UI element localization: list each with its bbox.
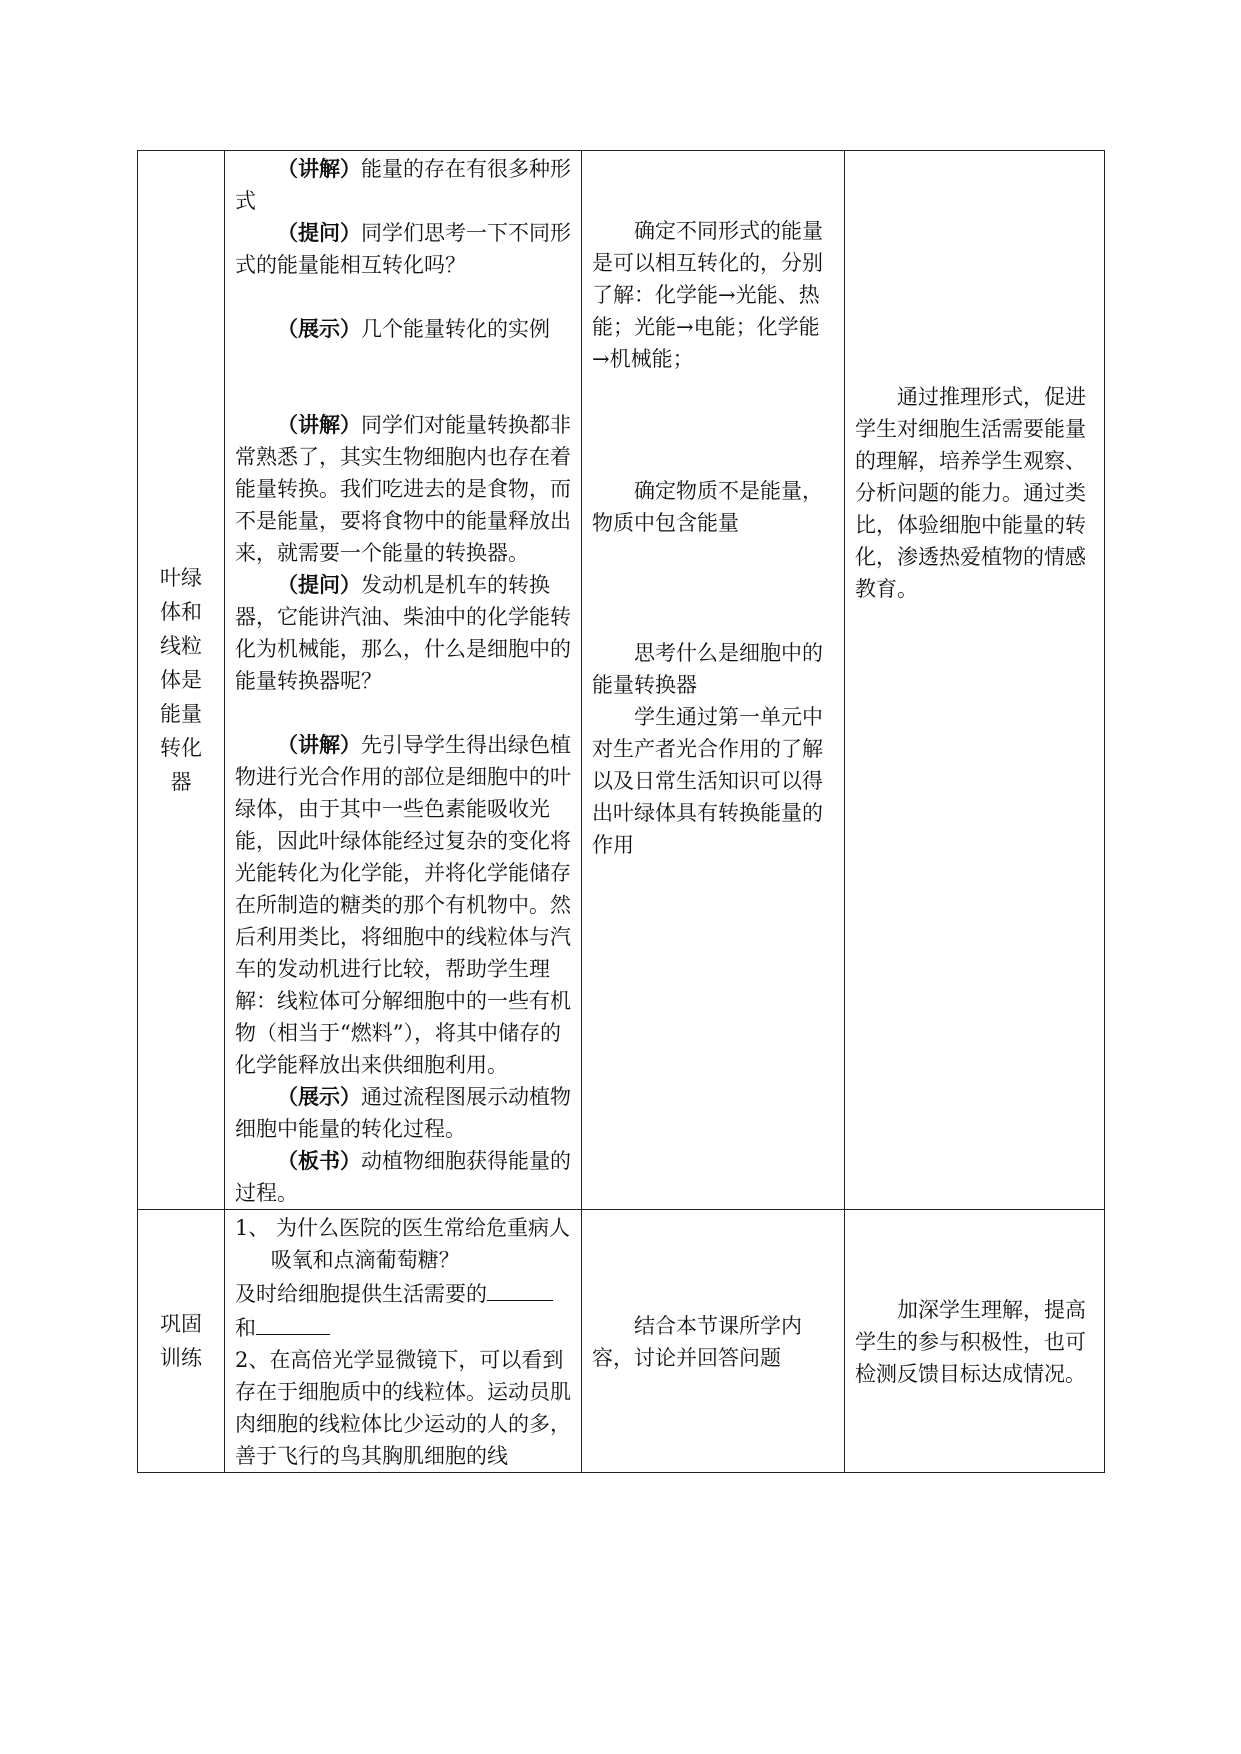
- student-activity-cell: [582, 1210, 845, 1473]
- teacher-step: [235, 729, 571, 1081]
- step-tag: （讲解）: [277, 412, 361, 437]
- teacher-step: [235, 569, 571, 697]
- teacher-step: [235, 409, 571, 569]
- lesson-plan-table: [137, 150, 1105, 1473]
- teacher-step: [235, 1145, 571, 1209]
- step-tag: （讲解）: [277, 156, 361, 181]
- section-cell: [138, 151, 225, 1210]
- step-tag: （讲解）: [277, 732, 361, 757]
- step-tag: （提问）: [277, 220, 361, 245]
- design-intent-cell: [845, 151, 1105, 1210]
- teacher-step: [235, 1081, 571, 1145]
- step-text: 几个能量转化的实例: [361, 317, 550, 341]
- step-text: 通过流程图展示动植物细胞中能量的转化过程。: [235, 1085, 571, 1141]
- design-intent: 加深学生理解，提高学生的参与积极性，也可检测反馈目标达成情况。: [855, 1298, 1086, 1386]
- step-text: 能量的存在有很多种形式: [235, 157, 571, 213]
- fill-prompt: 和: [235, 1316, 256, 1340]
- student-activity: 学生通过第一单元中对生产者光合作用的了解以及日常生活知识可以得出叶绿体具有转换能量的作用: [592, 705, 823, 857]
- step-tag: （提问）: [277, 572, 361, 597]
- table-row: [138, 151, 1105, 1210]
- exercise-question: 2、在高倍光学显微镜下，可以看到存在于细胞质中的线粒体。运动员肌肉细胞的线粒体比少运动的人的多，善于飞行的鸟其胸肌细胞的线: [235, 1348, 571, 1468]
- student-activity: 思考什么是细胞中的能量转换器: [592, 641, 823, 697]
- step-tag: （板书）: [277, 1148, 361, 1173]
- teacher-step: [235, 217, 571, 281]
- design-intent-cell: [845, 1210, 1105, 1473]
- exercise-fill-line: [235, 1310, 571, 1344]
- step-text: 动植物细胞获得能量的过程。: [235, 1149, 571, 1205]
- teacher-step: [235, 153, 571, 217]
- student-activity: 结合本节课所学内容，讨论并回答问题: [592, 1314, 802, 1370]
- step-tag: （展示）: [277, 1084, 361, 1109]
- section-title: 巩固 训练: [160, 1312, 202, 1370]
- exercise-question: 1、 为什么医院的医生常给危重病人吸氧和点滴葡萄糖？: [235, 1216, 571, 1272]
- section-cell: [138, 1210, 225, 1473]
- step-tag: （展示）: [277, 316, 361, 341]
- teacher-step: [235, 313, 571, 345]
- table-row: [138, 1210, 1105, 1473]
- step-text: 同学们思考一下不同形式的能量能相互转化吗？: [235, 221, 571, 277]
- student-activity: 确定不同形式的能量是可以相互转化的，分别了解：化学能→光能、热能；光能→电能；化学能→机械能；: [592, 219, 823, 371]
- design-intent: 通过推理形式，促进学生对细胞生活需要能量的理解，培养学生观察、分析问题的能力。通过类比，体验细胞中能量的转化，渗透热爱植物的情感教育。: [855, 385, 1086, 601]
- teacher-activity-cell: [225, 1210, 582, 1473]
- student-activity-cell: [582, 151, 845, 1210]
- step-text: 同学们对能量转换都非常熟悉了，其实生物细胞内也存在着能量转换。我们吃进去的是食物，而不是能量，要将食物中的能量释放出来，就需要一个能量的转换器。: [235, 413, 571, 565]
- step-text: 发动机是机车的转换器，它能讲汽油、柴油中的化学能转化为机械能，那么，什么是细胞中的能量转换器呢？: [235, 573, 571, 693]
- fill-prompt: 及时给细胞提供生活需要的: [235, 1282, 487, 1306]
- answer-blank[interactable]: [256, 1310, 330, 1335]
- section-title: 叶绿 体和 线粒 体是 能量 转化 器: [160, 566, 202, 794]
- teacher-activity-cell: [225, 151, 582, 1210]
- student-activity: 确定物质不是能量，物质中包含能量: [592, 479, 823, 535]
- step-text: 先引导学生得出绿色植物进行光合作用的部位是细胞中的叶绿体，由于其中一些色素能吸收光能，因此叶绿体能经过复杂的变化将光能转化为化学能，并将化学能储存在所制造的糖类的那个有机物中。然后利用类比，将细胞中的线粒体与汽车的发动机进行比较，帮助学生理解：线粒体可分解细胞中的一些有机物（相当于“燃料”），将其中储存的化学能释放出来供细胞利用。: [235, 733, 571, 1077]
- answer-blank[interactable]: [487, 1276, 553, 1301]
- exercise-fill-line: [235, 1276, 571, 1310]
